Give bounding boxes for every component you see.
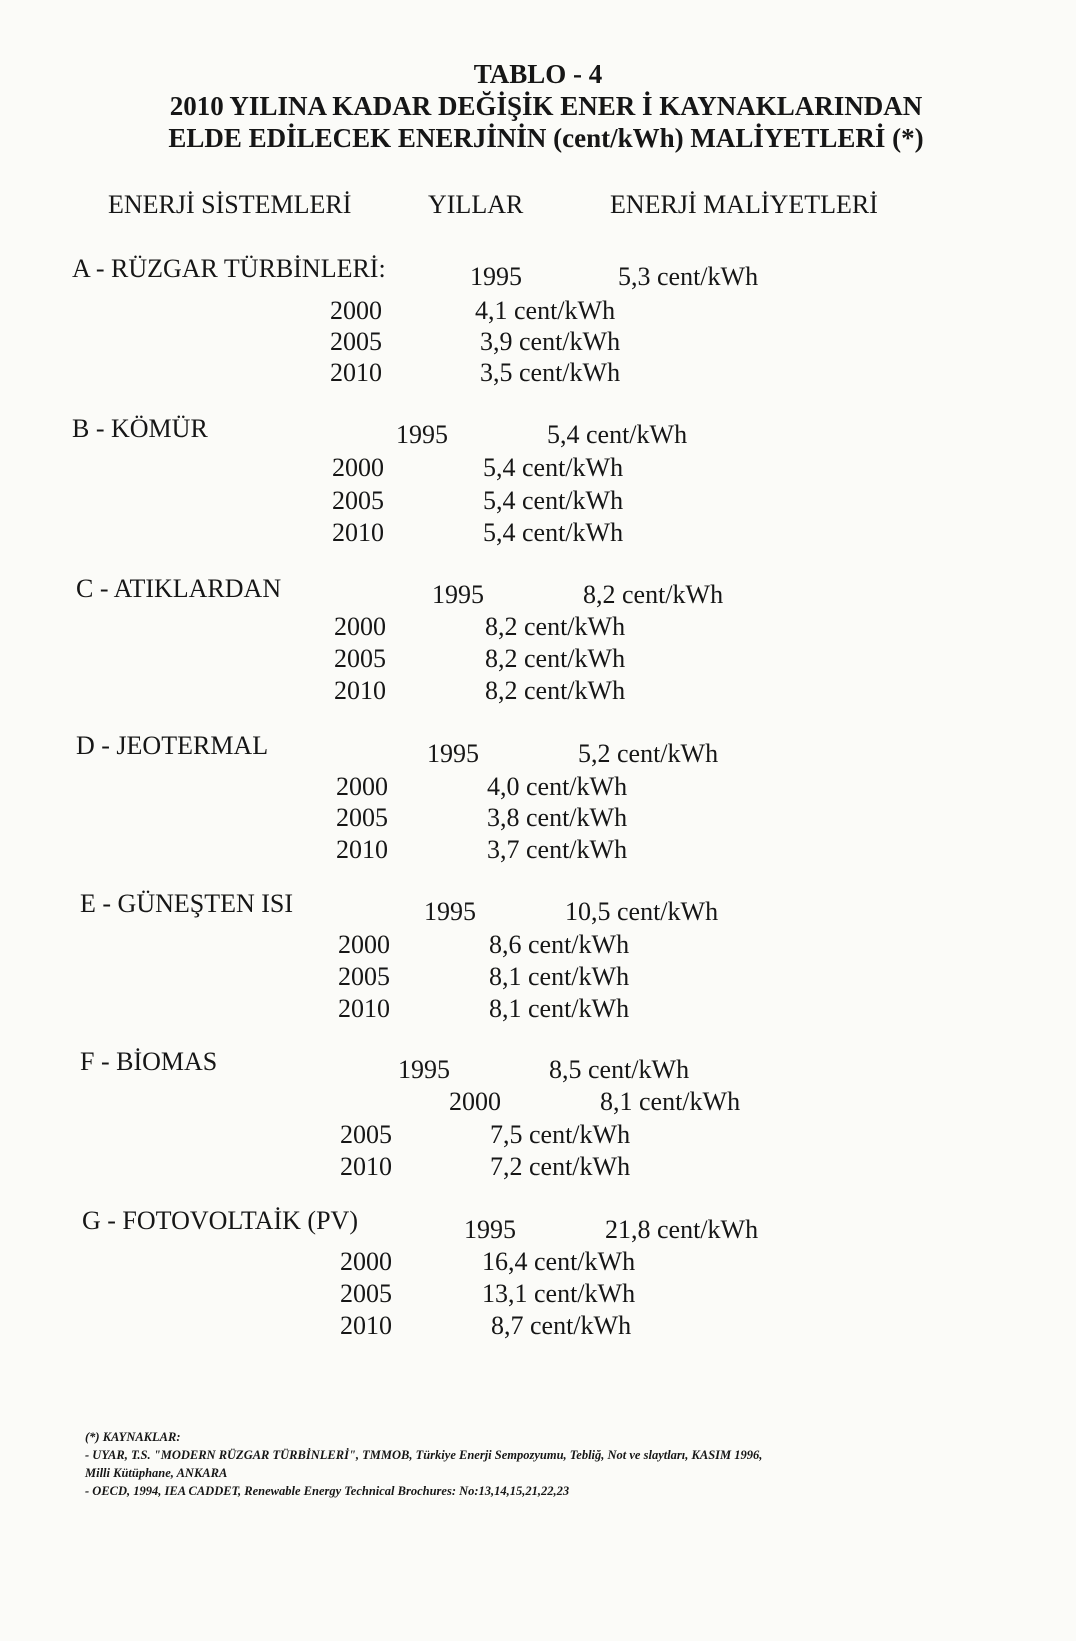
energy-system-label: C - ATIKLARDAN (76, 574, 282, 603)
cost-cell: 8,2 cent/kWh (485, 612, 626, 641)
year-cell: 2005 (336, 803, 388, 832)
cost-cell: 5,4 cent/kWh (483, 453, 624, 482)
year-cell: 2010 (336, 835, 388, 864)
table-number: TABLO - 4 (473, 59, 603, 89)
energy-system-label: A - RÜZGAR TÜRBİNLERİ: (72, 254, 386, 283)
energy-system-label: D - JEOTERMAL (76, 731, 269, 760)
year-cell: 2000 (330, 296, 382, 325)
year-cell: 1995 (470, 262, 522, 291)
year-cell: 1995 (464, 1215, 516, 1244)
cost-cell: 8,2 cent/kWh (485, 676, 626, 705)
cost-cell: 7,5 cent/kWh (490, 1120, 631, 1149)
year-cell: 2000 (340, 1247, 392, 1276)
cost-cell: 3,9 cent/kWh (480, 327, 621, 356)
year-cell: 2000 (332, 453, 384, 482)
year-cell: 2005 (334, 644, 386, 673)
table-title-line-1: 2010 YILINA KADAR DEĞİŞİK ENER İ KAYNAKLARINDAN (169, 91, 923, 121)
year-cell: 2000 (338, 930, 390, 959)
header-energy-costs: ENERJİ MALİYETLERİ (610, 190, 878, 219)
cost-cell: 5,2 cent/kWh (578, 739, 719, 768)
year-cell: 2000 (449, 1087, 501, 1116)
header-energy-systems: ENERJİ SİSTEMLERİ (108, 190, 352, 219)
year-cell: 2010 (340, 1152, 392, 1181)
cost-cell: 8,5 cent/kWh (549, 1055, 690, 1084)
cost-cell: 3,8 cent/kWh (487, 803, 628, 832)
energy-system-label: G - FOTOVOLTAİK (PV) (82, 1206, 358, 1235)
energy-system-label: B - KÖMÜR (72, 414, 208, 443)
cost-cell: 3,7 cent/kWh (487, 835, 628, 864)
table-title-line-2: ELDE EDİLECEK ENERJİNİN (cent/kWh) MALİYETLERİ (*) (168, 123, 924, 153)
year-cell: 2005 (340, 1120, 392, 1149)
cost-cell: 5,4 cent/kWh (547, 420, 688, 449)
year-cell: 2010 (340, 1311, 392, 1340)
year-cell: 2010 (338, 994, 390, 1023)
cost-cell: 8,7 cent/kWh (491, 1311, 632, 1340)
year-cell: 1995 (432, 580, 484, 609)
cost-cell: 8,2 cent/kWh (485, 644, 626, 673)
cost-cell: 5,4 cent/kWh (483, 518, 624, 547)
year-cell: 2005 (340, 1279, 392, 1308)
year-cell: 2005 (338, 962, 390, 991)
cost-cell: 7,2 cent/kWh (490, 1152, 631, 1181)
cost-cell: 21,8 cent/kWh (605, 1215, 759, 1244)
footnote-source-2: - OECD, 1994, IEA CADDET, Renewable Energy Technical Brochures: No:13,14,15,21,22,23 (85, 1484, 570, 1498)
year-cell: 1995 (398, 1055, 450, 1084)
cost-cell: 5,4 cent/kWh (483, 486, 624, 515)
cost-cell: 8,6 cent/kWh (489, 930, 630, 959)
footnote-heading: (*) KAYNAKLAR: (85, 1430, 181, 1444)
energy-system-label: E - GÜNEŞTEN ISI (80, 889, 294, 918)
year-cell: 2005 (330, 327, 382, 356)
cost-cell: 4,0 cent/kWh (487, 772, 628, 801)
footnote-source-1: - UYAR, T.S. "MODERN RÜZGAR TÜRBİNLERİ", TMMOB, Türkiye Enerji Sempozyumu, Tebliğ, Not ve slaytları, KASIM 1996, (85, 1448, 763, 1462)
cost-cell: 10,5 cent/kWh (565, 897, 719, 926)
year-cell: 2000 (336, 772, 388, 801)
year-cell: 2010 (332, 518, 384, 547)
cost-cell: 4,1 cent/kWh (475, 296, 616, 325)
footnotes (85, 1428, 762, 1500)
header-years: YILLAR (428, 190, 524, 219)
year-cell: 2000 (334, 612, 386, 641)
cost-cell: 13,1 cent/kWh (482, 1279, 636, 1308)
year-cell: 2010 (330, 358, 382, 387)
cost-cell: 16,4 cent/kWh (482, 1247, 636, 1276)
energy-system-label: F - BİOMAS (80, 1047, 218, 1076)
cost-cell: 8,2 cent/kWh (583, 580, 724, 609)
year-cell: 2010 (334, 676, 386, 705)
year-cell: 2005 (332, 486, 384, 515)
cost-cell: 5,3 cent/kWh (618, 262, 759, 291)
year-cell: 1995 (424, 897, 476, 926)
cost-cell: 8,1 cent/kWh (489, 962, 630, 991)
cost-cell: 3,5 cent/kWh (480, 358, 621, 387)
cost-cell: 8,1 cent/kWh (600, 1087, 741, 1116)
cost-cell: 8,1 cent/kWh (489, 994, 630, 1023)
footnote-source-1-cont: Milli Kütüphane, ANKARA (85, 1466, 228, 1480)
year-cell: 1995 (427, 739, 479, 768)
year-cell: 1995 (396, 420, 448, 449)
